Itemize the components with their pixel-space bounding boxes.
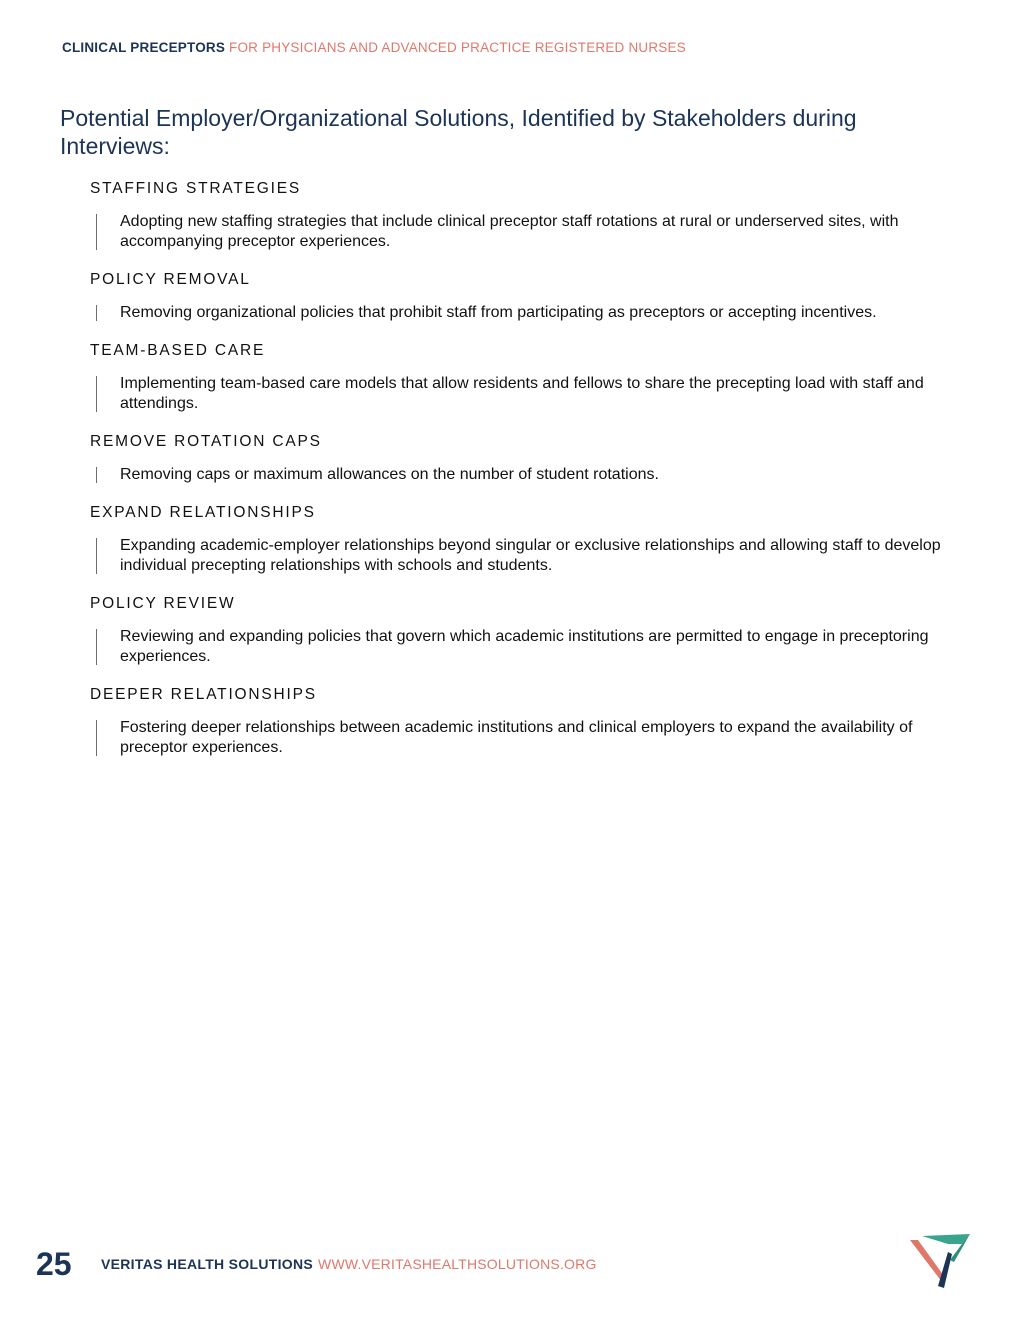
- section-heading: EXPAND RELATIONSHIPS: [90, 504, 316, 521]
- section-text: Implementing team-based care models that allow residents and fellows to share the precepting load with staff and attendings.: [120, 375, 924, 412]
- section-policy-review: [90, 595, 950, 667]
- section-text: Expanding academic-employer relationships beyond singular or exclusive relationships and allowing staff to develop individual precepting relationships with schools and students.: [120, 537, 941, 574]
- section-rule: [96, 376, 97, 412]
- section-text: Fostering deeper relationships between academic institutions and clinical employers to expand the availability of preceptor experiences.: [120, 719, 913, 756]
- section-body: [90, 718, 950, 758]
- footer-website-link[interactable]: WWW.VERITASHEALTHSOLUTIONS.ORG: [318, 1256, 597, 1272]
- section-heading: DEEPER RELATIONSHIPS: [90, 686, 317, 703]
- section-heading: TEAM-BASED CARE: [90, 342, 266, 359]
- solutions-list: [90, 180, 950, 777]
- section-body: [90, 627, 950, 667]
- section-rule: [96, 305, 97, 321]
- section-expand-relationships: [90, 504, 950, 576]
- section-body: [90, 212, 950, 252]
- section-rule: [96, 467, 97, 483]
- section-deeper-relationships: [90, 686, 950, 758]
- page-number: 25: [36, 1245, 72, 1282]
- header-series-title: CLINICAL PRECEPTORS: [62, 40, 226, 55]
- section-text: Removing organizational policies that prohibit staff from participating as preceptors or accepting incentives.: [120, 304, 877, 321]
- section-text: Reviewing and expanding policies that govern which academic institutions are permitted to engage in preceptoring experiences.: [120, 628, 929, 665]
- section-remove-rotation-caps: [90, 433, 950, 485]
- logo-navy-stroke: [938, 1252, 952, 1288]
- section-body: [90, 536, 950, 576]
- section-heading: REMOVE ROTATION CAPS: [90, 433, 322, 450]
- section-body: [90, 303, 950, 323]
- section-rule: [96, 720, 97, 756]
- veritas-v-logo-icon: [908, 1232, 972, 1290]
- section-text: Adopting new staffing strategies that include clinical preceptor staff rotations at rural or underserved sites, with accompanying preceptor experiences.: [120, 213, 899, 250]
- footer-org-name: VERITAS HEALTH SOLUTIONS: [101, 1256, 314, 1272]
- section-body: [90, 465, 950, 485]
- header-subtitle: FOR PHYSICIANS AND ADVANCED PRACTICE REGISTERED NURSES: [229, 40, 686, 55]
- section-team-based-care: [90, 342, 950, 414]
- section-body: [90, 374, 950, 414]
- section-heading: STAFFING STRATEGIES: [90, 180, 302, 197]
- section-staffing-strategies: [90, 180, 950, 252]
- section-heading: POLICY REMOVAL: [90, 271, 251, 288]
- section-rule: [96, 629, 97, 665]
- page-footer: [36, 1244, 597, 1284]
- logo-coral-stroke: [910, 1240, 944, 1282]
- section-rule: [96, 214, 97, 250]
- section-policy-removal: [90, 271, 950, 323]
- running-header: [62, 40, 686, 55]
- logo-teal-stroke: [922, 1234, 970, 1244]
- section-heading: POLICY REVIEW: [90, 595, 236, 612]
- section-text: Removing caps or maximum allowances on the number of student rotations.: [120, 466, 659, 483]
- page-title: Potential Employer/Organizational Solutions, Identified by Stakeholders during Interviews:: [60, 105, 857, 159]
- section-rule: [96, 538, 97, 574]
